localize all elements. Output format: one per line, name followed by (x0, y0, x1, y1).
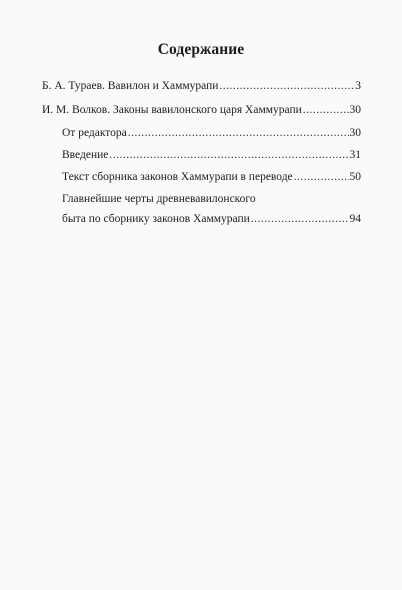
toc-entry-title: От редактора (62, 127, 127, 139)
toc-row (42, 79, 361, 93)
dot-leader (251, 212, 349, 226)
toc-row (62, 170, 361, 184)
dot-leader (303, 103, 349, 117)
page-title: Содержание (157, 41, 245, 58)
dot-leader (109, 148, 348, 162)
toc-entry-title: Б. А. Тураев. Вавилон и Хаммурапи (42, 80, 219, 92)
toc-entry-title: Введение (62, 149, 109, 161)
toc-page-number: 31 (349, 149, 361, 161)
toc-row (62, 148, 361, 162)
toc-entry-title: быта по сборнику законов Хаммурапи (62, 213, 250, 225)
dot-leader (128, 126, 349, 140)
toc-row (42, 103, 361, 117)
dot-leader (294, 170, 349, 184)
toc-entry-title-line: Главнейшие черты древневавилонского (62, 193, 256, 205)
toc-page-number: 3 (355, 80, 361, 92)
dot-leader (219, 79, 354, 93)
toc-row (62, 212, 361, 226)
toc-page-number: 30 (349, 127, 361, 139)
toc-page-number: 94 (349, 213, 361, 225)
toc-entry-title: И. М. Волков. Законы вавилонского царя Хаммурапи (42, 104, 302, 116)
toc-entry-title: Текст сборника законов Хаммурапи в переводе (62, 171, 293, 183)
toc-page-number: 30 (349, 104, 361, 116)
toc-row (62, 126, 361, 140)
toc-page-number: 50 (349, 171, 361, 183)
